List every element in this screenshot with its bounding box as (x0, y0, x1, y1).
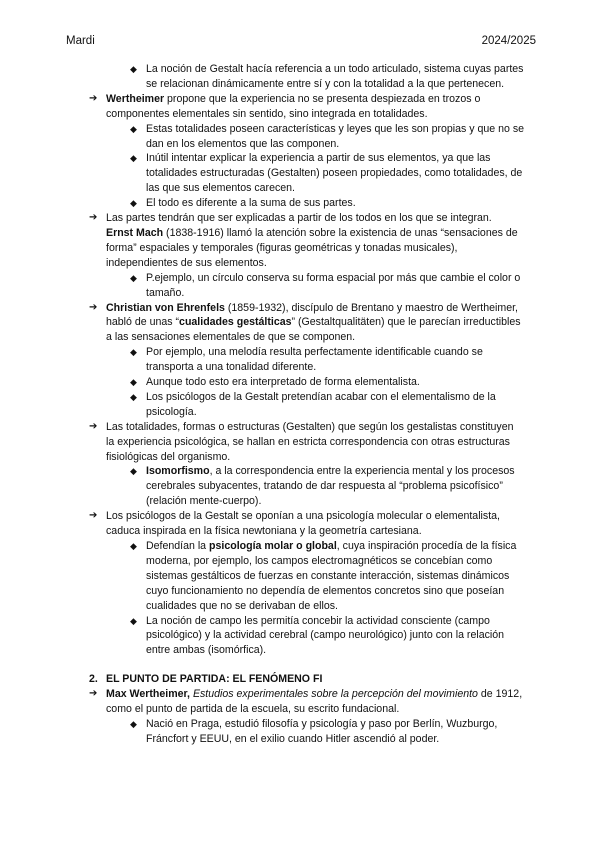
text: de 1912, como el punto de partida de la escuela, su escrito fundacional. (106, 688, 523, 716)
text: (1838-1916) llamó la atención sobre la existencia de unas “sensaciones de forma” espaciales y temporales (figuras geométricas y tonadas musicales), independientes de sus elementos. (106, 226, 518, 269)
text: propone que la experiencia no se presenta despiezada en trozos o componentes elementales sin sentido, sino integrada en totalidades. (106, 92, 481, 120)
section-number: 2. (89, 673, 98, 686)
bullet-item: ◆ Los psicólogos de la Gestalt pretendían acabar con el elementalismo de la psicología. (146, 390, 526, 420)
bullet-item: ◆ P.ejemplo, un círculo conserva su forma espacial por más que cambie el color o tamaño. (146, 271, 526, 301)
section-heading (89, 672, 600, 687)
document-body (0, 62, 600, 747)
bold-term: Max Wertheimer, (106, 688, 190, 701)
bold-term: Ernst Mach (106, 226, 164, 239)
text: Las partes tendrán que ser explicadas a partir de los todos en los que se integran. (106, 212, 492, 225)
bullet-item (146, 539, 526, 614)
bold-term: Christian von Ehrenfels (106, 301, 225, 314)
text: , a la correspondencia entre la experiencia mental y los procesos cerebrales subyacentes, tratando de dar respuesta al “problema psicofísico” (relación mente-cuerpo). (146, 465, 515, 508)
bullet-item: ◆ Por ejemplo, una melodía resulta perfectamente identificable cuando se transporta a una tonalidad diferente. (146, 345, 526, 375)
bullet-item: ◆ Inútil intentar explicar la experiencia a partir de sus elementos, ya que las totalidades estructuradas (Gestalten) poseen propiedades, como totalidades, de las que sus elementos carecen. (146, 151, 526, 196)
bullet-item: ◆ El todo es diferente a la suma de sus partes. (146, 196, 526, 211)
text: ” (Gestaltqualitäten) que le parecían irreductibles a las sensaciones elementales de que se componen. (106, 316, 521, 344)
arrow-item: ➔ Las totalidades, formas o estructuras (Gestalten) que según los gestalistas constituyen la experiencia psicológica, se hallan en estricta correspondencia con otras estructuras fisiológicas del organismo. (106, 420, 524, 465)
arrow-item: ➔ Los psicólogos de la Gestalt se oponían a una psicología molecular o elementalista, caduca inspirada en la física newtoniana y la geometría cartesiana. (106, 509, 524, 539)
header-left: Mardi (66, 35, 95, 47)
arrow-item (106, 211, 524, 271)
arrow-item (106, 92, 524, 122)
italic-title: Estudios experimentales sobre la percepción del movimiento (190, 688, 478, 701)
text: , cuya inspiración procedía de la física moderna, por ejemplo, los campos electromagnéticos se concebían como sistemas gestálticos de fuerzas en constante interacción, sistemas dinámicos cuyo funcionamiento no dependía de elementos concretos sino que poseían cualidades que no se derivaban de ellos. (146, 540, 517, 612)
text: (1859-1932), discípulo de Brentano y maestro de Wertheimer, habló de unas “ (106, 301, 518, 329)
text: Defendían la (146, 540, 210, 552)
bold-term: cualidades gestálticas (179, 316, 292, 329)
section-title: EL PUNTO DE PARTIDA: EL FENÓMENO FI (106, 673, 323, 686)
bullet-item: ◆ Nació en Praga, estudió filosofía y psicología y paso por Berlín, Wuzburgo, Fráncfort y EEUU, en el exilio cuando Hitler ascendió al poder. (146, 717, 526, 747)
bold-term: psicología molar o global (209, 540, 337, 552)
bullet-item: ◆ Estas totalidades poseen características y leyes que les son propias y que no se dan en los elementos que las componen. (146, 122, 526, 152)
arrow-item (106, 301, 524, 346)
bullet-item (146, 464, 526, 509)
bullet-item: ◆ Aunque todo esto era interpretado de forma elementalista. (146, 375, 526, 390)
bullet-item: ◆ La noción de campo les permitía concebir la actividad consciente (campo psicológico) y la actividad cerebral (campo neurológico) junto con la relación entre ambas (isomórfica). (146, 614, 526, 659)
bullet-item: ◆ La noción de Gestalt hacía referencia a un todo articulado, sistema cuyas partes se relacionan dinámicamente entre sí y con la totalidad a la que pertenecen. (146, 62, 526, 92)
bold-term: Wertheimer (106, 92, 165, 105)
header-right: 2024/2025 (481, 35, 536, 47)
arrow-item (106, 687, 524, 717)
bold-term: Isomorfismo (146, 465, 210, 478)
